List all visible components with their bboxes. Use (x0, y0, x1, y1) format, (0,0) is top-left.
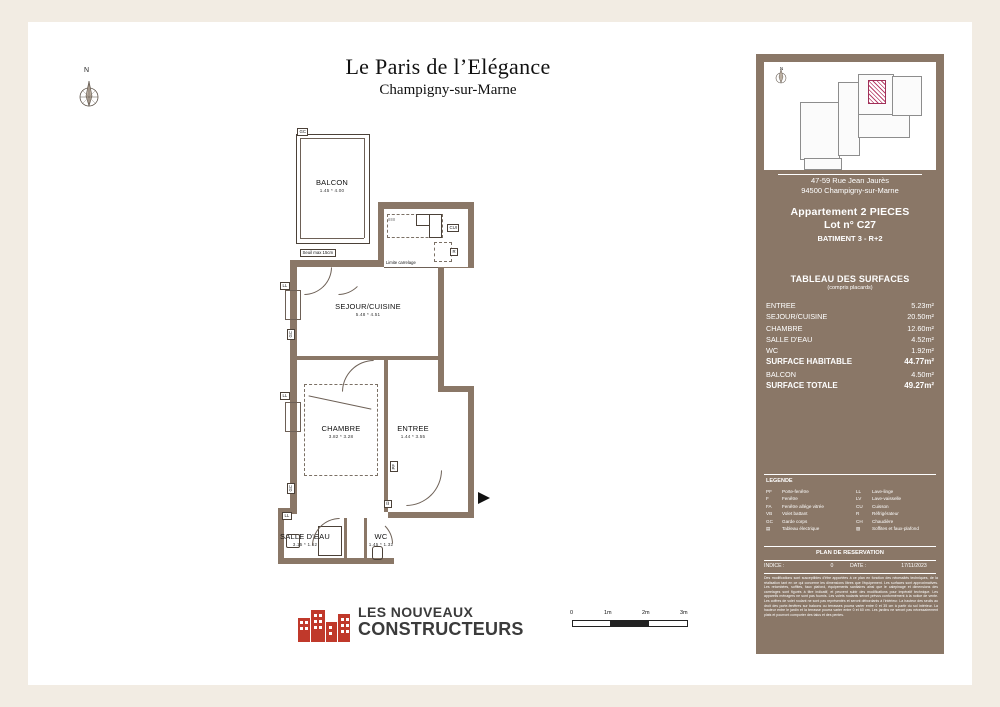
kitchen-hob-box (429, 214, 442, 238)
legend-key: FA (766, 503, 772, 509)
compass-rose (68, 67, 114, 119)
legend-text: Volet battant (782, 511, 808, 517)
legend-item (766, 518, 848, 525)
logo-wordmark (358, 604, 524, 640)
surface-label: SALLE D'EAU (766, 334, 813, 344)
apartment-lot: Lot n° C27 (823, 219, 877, 231)
room-label-sejour (313, 302, 423, 317)
plan-sheet (28, 22, 972, 685)
room-name-sde: SALLE D'EAU (280, 532, 330, 541)
surface-value: 49.27m² (904, 381, 934, 391)
surface-row (766, 369, 934, 380)
legend-item-electrical (766, 525, 848, 532)
kitchen-sink-box (416, 214, 430, 226)
room-label-chambre (300, 424, 382, 439)
kitchen-hatch-lines: ≡≡≡ (388, 217, 396, 222)
surface-row (766, 334, 934, 345)
washbasin (286, 534, 300, 548)
room-label-entree (388, 424, 438, 439)
compass-icon (74, 77, 108, 113)
plan-reservation-divider-bottom (764, 560, 936, 561)
tag-pf-entree-label: PF (390, 464, 396, 470)
tag-electrical-panel: ⌷ (384, 500, 392, 508)
wall-right-lower (468, 386, 474, 518)
legend-item (856, 518, 938, 525)
logo-line-2: CONSTRUCTEURS (358, 619, 524, 639)
compass-north-label: N (84, 67, 90, 74)
legal-disclaimer: Des modifications sont susceptibles d'être apportées à ce plan en fonction des nécessités techniques, de la réalisation tant en ce qui concerne les dimensions libres que l'équipement. Les surfaces sont approximatives. Les retombées, soffites, faux plafond, équipements sanitaires ainsi que le calepinage et dimensions des carrelages sont figurés à titre indicatif, et peuvent subir des modifications pour impératif technique. Les appareils ménagers ne sont pas fournis. Les volets roulants seront prévus conformément à la notice de vente. Les coffres de volet roulant ne sont pas représentés et seront débordants à l'intérieur. La hauteur des seuils au droit des porte-fenêtres sur balcons ou terrasses pourra varier entre 0 et 35 cm à partir du sol intérieur. La hauteur entre le jardin et la terrasse pourra varier entre 0 et 60 cm. Les jardins ne seront pas nécessairement plats et pourront comporter des talus et des pentes. (764, 576, 938, 617)
site-map (764, 62, 936, 170)
surface-label: SURFACE HABITABLE (766, 357, 853, 367)
surface-row-total (766, 380, 934, 392)
site-address (756, 176, 944, 196)
room-name-entree: ENTREE (397, 424, 429, 433)
legend-item (856, 488, 938, 495)
tag-ll-chambre (280, 392, 290, 400)
apartment-type: Appartement 2 PIECES (790, 206, 910, 218)
title-block (238, 54, 658, 99)
room-label-balcon (296, 178, 368, 193)
surface-row (766, 323, 934, 334)
scale-tick-2: 2m (642, 610, 650, 616)
date-label: DATE : (850, 563, 867, 569)
legend-key: F (766, 496, 769, 502)
surface-value: 4.50m² (911, 369, 934, 379)
scale-tick-1: 1m (604, 610, 612, 616)
surface-label: BALCON (766, 369, 797, 379)
tag-ll-sde-label: LL (284, 512, 290, 518)
site-map-compass (772, 66, 794, 92)
wall-sde-wc-partition (344, 518, 347, 564)
surface-label: CHAMBRE (766, 323, 803, 333)
wall-right-upper (468, 202, 474, 262)
tag-r-fridge (450, 248, 458, 256)
tag-gc-balcony-label: GC (299, 128, 306, 134)
surface-label: ENTREE (766, 301, 796, 310)
surfaces-title: TABLEAU DES SURFACES (790, 274, 910, 284)
floor-plan (238, 102, 538, 602)
surface-value: 1.92m² (911, 346, 934, 356)
legend-block (756, 474, 944, 654)
scale-tick-0: 0 (570, 610, 574, 616)
legend-text: Lave-linge (872, 489, 894, 494)
legend-key: CH (856, 518, 863, 524)
legend-text: Chaudière (872, 518, 894, 524)
room-name-balcon: BALCON (315, 178, 349, 187)
scale-tick-3: 3m (680, 610, 688, 616)
legend-key: CU (856, 503, 863, 509)
wc-toilet (372, 546, 383, 560)
surface-value: 5.23m² (911, 301, 934, 310)
surface-label: SURFACE TOTALE (766, 381, 838, 391)
address-line-1: 47-59 Rue Jean Jaurès (811, 176, 889, 185)
site-highlighted-unit (868, 80, 886, 104)
logo-buildings-icon (296, 602, 352, 644)
room-dims-wc: 1.45 * 1.32 (368, 542, 394, 547)
tag-ll-sejour-label: LL (282, 282, 288, 288)
legend-item (856, 503, 938, 510)
surface-row (766, 311, 934, 322)
room-dims-sde: 3.15 * 1.62 (292, 542, 318, 547)
logo-line-1: LES NOUVEAUX (358, 604, 474, 620)
scale-segment (572, 620, 612, 627)
tag-cui-label: CUI (449, 224, 457, 230)
legend-item (766, 495, 848, 502)
legend-text: Cuisson (872, 503, 889, 509)
legend-text: Lave-vaisselle (872, 496, 902, 502)
legend-text: Porte-fenêtre (782, 489, 809, 494)
legend-key: PF (766, 489, 772, 494)
wall-kitchen-top (378, 202, 474, 209)
limite-carrelage-label: Limite carrelage (386, 260, 416, 265)
legend-key: VB (766, 511, 773, 517)
info-panel (756, 54, 944, 654)
window-chambre-left (285, 402, 301, 432)
surfaces-table (766, 300, 934, 393)
tag-gc-chambre (287, 483, 295, 494)
surfaces-subtitle: (compris placards) (827, 285, 873, 291)
address-line-2: 94500 Champigny-sur-Marne (801, 186, 899, 196)
legend-item (766, 510, 848, 517)
legend-item-soffite (856, 525, 938, 532)
site-map-north-label: N (780, 66, 784, 71)
window-sejour-left (285, 290, 301, 320)
room-dims-balcon: 1.45 * 4.00 (319, 188, 345, 193)
legend-text: Réfrigérateur (872, 511, 899, 517)
soffite-icon: ▨ (856, 526, 861, 532)
plan-reservation-title: PLAN DE RESERVATION (816, 550, 884, 556)
site-building-f (804, 158, 842, 170)
surface-value: 4.52m² (911, 334, 934, 344)
surface-label: SEJOUR/CUISINE (766, 312, 828, 322)
date-value: 17/11/2023 (901, 563, 927, 569)
wall-top-left (290, 260, 378, 267)
scale-bar (566, 610, 716, 636)
indice-date-row (764, 563, 936, 569)
surface-value: 44.77m² (904, 357, 934, 367)
legend-item (856, 510, 938, 517)
legend-divider (764, 474, 936, 475)
tag-seuil-max-label: Seuil max 15cm (302, 249, 334, 255)
surface-label: WC (766, 346, 779, 356)
legend-column-right (856, 488, 938, 533)
tag-ll-sde (282, 512, 292, 520)
room-dims-chambre: 3.82 * 3.28 (328, 434, 354, 439)
legend-title: LEGENDE (766, 478, 793, 484)
legend-item (766, 488, 848, 495)
tag-pf-entree (390, 462, 398, 473)
legend-key: LL (856, 489, 862, 494)
page-subtitle: Champigny-sur-Marne (379, 82, 517, 98)
legend-text: Fenêtre allége vitrée (782, 503, 824, 509)
indice-label: INDICE : (764, 563, 785, 569)
limite-carrelage-line (384, 267, 438, 268)
indice-value: 0 (830, 563, 834, 569)
room-name-wc: WC (374, 532, 388, 541)
room-dims-sejour: 5.48 * 4.51 (355, 312, 381, 317)
tag-ll-chambre-label: LL (282, 392, 288, 398)
surface-value: 20.50m² (907, 312, 934, 322)
apartment-building: BATIMENT 3 - R+2 (817, 234, 883, 243)
site-building-a (800, 102, 840, 160)
legend-text: Tableau électrique (782, 526, 820, 532)
legend-key: GC (766, 518, 773, 524)
surface-row (766, 345, 934, 356)
address-divider (778, 174, 922, 175)
balcony-inner-line (300, 138, 364, 139)
legend-text: Soffites et faux-plafond (872, 526, 919, 532)
wall-right-mid (438, 262, 444, 392)
site-building-e (892, 76, 922, 116)
room-name-sejour: SEJOUR/CUISINE (335, 302, 401, 311)
company-logo (296, 602, 526, 648)
legend-text: Fenêtre (782, 496, 798, 502)
surface-row (766, 300, 934, 311)
room-dims-entree: 1.44 * 3.55 (400, 434, 426, 439)
tag-gc-chambre-label: GC (287, 485, 293, 492)
scale-segment (610, 620, 650, 627)
legend-key: R (856, 511, 860, 517)
tag-r-label: R (452, 248, 456, 254)
site-building-d (858, 114, 910, 138)
legend-text: Garde corps (782, 518, 808, 524)
apartment-info (756, 206, 944, 243)
legend-item (766, 503, 848, 510)
tag-ll-sejour (280, 282, 290, 290)
tag-gc-balcony (297, 128, 308, 136)
surface-row-total-habitable (766, 356, 934, 368)
site-building-b (838, 82, 860, 156)
page-title: Le Paris de l’Elégance (345, 54, 551, 79)
tag-cui (447, 224, 459, 232)
balcony-inner-line-bottom (300, 238, 364, 239)
tag-gc-sejour-label: GC (287, 331, 293, 338)
plan-reservation-divider-top (764, 546, 936, 547)
legend-column-left (766, 488, 848, 533)
legend-key: LV (856, 496, 862, 502)
legend-columns (766, 488, 938, 533)
surface-value: 12.60m² (907, 323, 934, 333)
legend-item (856, 495, 938, 502)
tag-seuil-max (300, 249, 336, 257)
wall-bottom-right (394, 512, 474, 518)
electrical-panel-icon: ▤ (766, 526, 771, 532)
indice-divider-bottom (764, 573, 936, 574)
tag-gc-sejour (287, 329, 295, 340)
entrance-arrow-icon (476, 490, 492, 506)
scale-segment (648, 620, 688, 627)
room-name-chambre: CHAMBRE (321, 424, 361, 433)
